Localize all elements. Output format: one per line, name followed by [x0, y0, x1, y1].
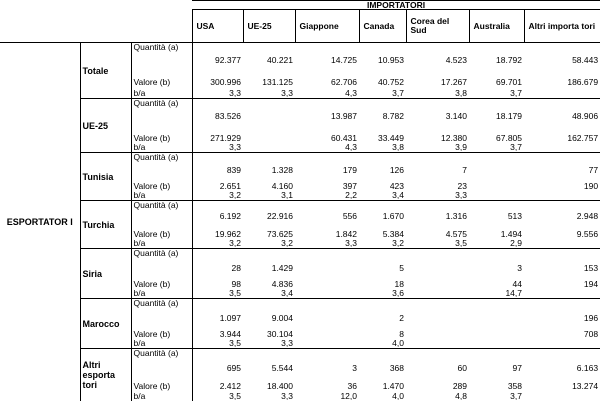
table-cell — [524, 239, 600, 249]
table-cell: 695 — [192, 349, 243, 373]
table-cell: 3,5 — [455, 238, 467, 248]
table-cell: 9.556 — [576, 228, 599, 239]
table-cell: 97 — [469, 349, 524, 373]
table-cell: 13.987 — [295, 99, 359, 121]
table-cell: 3,9 — [455, 142, 467, 152]
table-cell: 83.526 — [192, 99, 243, 121]
importers-header-row — [0, 1, 600, 10]
table-row — [0, 249, 600, 273]
table-cell — [295, 299, 359, 323]
table-row — [0, 349, 600, 373]
table-cell: 839 — [192, 153, 243, 175]
table-row — [0, 99, 600, 121]
table-cell — [524, 289, 600, 299]
table-cell: 1.316 — [406, 201, 469, 221]
table-cell: 30.104 — [267, 328, 293, 339]
table-cell — [524, 143, 600, 153]
table-cell: 3,3 — [229, 142, 241, 152]
table-cell: 3,1 — [281, 190, 293, 200]
table-cell: 8.782 — [359, 99, 406, 121]
table-cell: 1.670 — [359, 201, 406, 221]
table-cell: 194 — [583, 278, 599, 289]
table-cell: 22.916 — [243, 201, 295, 221]
table-cell: 300.996 — [210, 76, 241, 87]
table-cell: 368 — [359, 349, 406, 373]
measure-label: Valore (b) — [131, 373, 192, 391]
table-cell: 4.575 — [445, 228, 467, 239]
table-cell: 58.443 — [524, 43, 600, 65]
measure-label: Valore (b) — [131, 175, 192, 191]
importers-title: IMPORTATORI — [192, 1, 600, 10]
table-cell: 98 — [231, 278, 241, 289]
column-header: Australia — [469, 10, 524, 43]
table-cell: 48.906 — [524, 99, 600, 121]
table-cell: 28 — [192, 249, 243, 273]
table-cell: 77 — [524, 153, 600, 175]
table-cell: 3,2 — [229, 238, 241, 248]
table-cell: 3,2 — [392, 238, 404, 248]
table-cell: 2.412 — [219, 380, 241, 391]
column-header: USA — [192, 10, 243, 43]
table-cell — [469, 339, 524, 349]
exporter-name: Altri esporta tori — [80, 349, 131, 401]
table-cell: 5.544 — [243, 349, 295, 373]
table-cell: 3,5 — [229, 338, 241, 348]
table-row — [0, 201, 600, 221]
table-cell: 4,3 — [345, 88, 357, 98]
table-cell: 12.380 — [441, 132, 467, 143]
table-cell: 36 — [347, 380, 357, 391]
table-cell: 12,0 — [340, 390, 357, 401]
table-cell: 196 — [524, 299, 600, 323]
table-cell: 513 — [469, 201, 524, 221]
table-cell: 92.377 — [192, 43, 243, 65]
table-cell: 3,7 — [510, 142, 522, 152]
table-cell: 18.179 — [469, 99, 524, 121]
exporter-name: Marocco — [80, 299, 131, 349]
table-cell: 3,3 — [281, 338, 293, 348]
table-cell: 4,3 — [345, 142, 357, 152]
measure-label: b/a — [131, 191, 192, 201]
table-cell — [524, 191, 600, 201]
table-cell: 3.140 — [406, 99, 469, 121]
table-cell: 4,0 — [392, 338, 404, 348]
table-cell: 60.431 — [331, 132, 357, 143]
table-cell: 18 — [394, 278, 404, 289]
table-cell: 423 — [389, 180, 404, 191]
table-cell: 3,4 — [281, 288, 293, 298]
table-cell: 6.192 — [192, 201, 243, 221]
table-row — [0, 43, 600, 65]
table-cell: 6.163 — [524, 349, 600, 373]
table-cell: 1.328 — [243, 153, 295, 175]
table-cell: 708 — [583, 328, 599, 339]
table-cell: 14.725 — [295, 43, 359, 65]
table-cell: 271.929 — [210, 132, 241, 143]
table-cell — [243, 121, 295, 143]
table-cell: 4,8 — [455, 390, 467, 401]
table-cell: 131.125 — [262, 76, 293, 87]
measure-label: b/a — [131, 87, 192, 99]
table-cell: 2,9 — [510, 238, 522, 248]
table-cell — [469, 153, 524, 175]
table-cell: 5 — [359, 249, 406, 273]
table-cell — [295, 339, 359, 349]
table-cell: 1.429 — [243, 249, 295, 273]
table-row — [0, 299, 600, 323]
table-cell: 358 — [507, 380, 522, 391]
table-cell: 40.221 — [243, 43, 295, 65]
table-cell: 3,8 — [392, 142, 404, 152]
table-cell: 19.962 — [215, 228, 241, 239]
table-cell: 1.097 — [192, 299, 243, 323]
table-cell: 18.400 — [267, 380, 293, 391]
table-cell: 3,2 — [229, 190, 241, 200]
table-cell: 1.470 — [382, 380, 404, 391]
table-cell: 9.004 — [243, 299, 295, 323]
table-cell: 3,3 — [229, 88, 241, 98]
table-cell: 10.953 — [359, 43, 406, 65]
table-cell — [524, 339, 600, 349]
table-cell: 4,0 — [392, 390, 404, 401]
exporter-name: UE-25 — [80, 99, 131, 153]
table-cell: 3,7 — [392, 88, 404, 98]
table-row — [0, 153, 600, 175]
table-cell: 2.651 — [219, 180, 241, 191]
table-cell: 1.842 — [335, 228, 357, 239]
column-header: UE-25 — [243, 10, 295, 43]
table-cell: 60 — [406, 349, 469, 373]
table-cell: 3,3 — [281, 88, 293, 98]
table-cell: 126 — [359, 153, 406, 175]
table-cell: 14,7 — [505, 288, 522, 298]
measure-label: b/a — [131, 391, 192, 401]
table-cell: 69.701 — [496, 76, 522, 87]
column-header: Altri importa tori — [524, 10, 600, 43]
measure-label: Valore (b) — [131, 121, 192, 143]
measure-label: Valore (b) — [131, 273, 192, 289]
table-cell — [406, 249, 469, 273]
table-cell: 3.944 — [219, 328, 241, 339]
table-cell: 13.274 — [572, 380, 599, 391]
table-cell — [524, 391, 600, 401]
measure-label: Valore (b) — [131, 221, 192, 239]
measure-label: b/a — [131, 143, 192, 153]
table-cell — [295, 289, 359, 299]
table-cell — [469, 191, 524, 201]
table-cell — [295, 249, 359, 273]
table-cell: 3 — [469, 249, 524, 273]
table-cell: 3,7 — [510, 390, 522, 401]
table-cell — [243, 143, 295, 153]
table-cell: 3,2 — [281, 238, 293, 248]
exporters-title: ESPORTATOR I — [0, 43, 80, 401]
measure-label: Quantità (a) — [131, 249, 192, 273]
table-cell: 3,5 — [229, 288, 241, 298]
table-cell — [243, 99, 295, 121]
measure-label: Valore (b) — [131, 323, 192, 339]
exporter-name: Tunisia — [80, 153, 131, 201]
table-cell: 3 — [295, 349, 359, 373]
table-cell: 3,8 — [455, 88, 467, 98]
measure-label: Quantità (a) — [131, 153, 192, 175]
table-cell: 4.160 — [271, 180, 293, 191]
table-cell — [295, 273, 359, 289]
table-cell — [524, 87, 600, 99]
table-cell: 179 — [295, 153, 359, 175]
exporter-name: Turchia — [80, 201, 131, 249]
table-cell — [406, 289, 469, 299]
table-cell — [469, 299, 524, 323]
table-cell — [295, 323, 359, 339]
table-cell: 2.948 — [524, 201, 600, 221]
table-cell: 4.836 — [271, 278, 293, 289]
table-cell: 67.805 — [496, 132, 522, 143]
measure-label: Quantità (a) — [131, 201, 192, 221]
table-cell: 4.523 — [406, 43, 469, 65]
table-cell: 3,3 — [281, 390, 293, 401]
column-header: Corea del Sud — [406, 10, 469, 43]
table-cell: 17.267 — [441, 76, 467, 87]
table-cell — [469, 323, 524, 339]
table-cell — [406, 299, 469, 323]
table-cell: 2,2 — [345, 190, 357, 200]
measure-label: Quantità (a) — [131, 299, 192, 323]
table-cell: 186.679 — [567, 76, 599, 87]
measure-label: Valore (b) — [131, 65, 192, 87]
table-cell: 40.752 — [378, 76, 404, 87]
column-header: Giappone — [295, 10, 359, 43]
measure-label: Quantità (a) — [131, 43, 192, 65]
table-cell: 3,5 — [229, 390, 241, 401]
table-cell: 3,4 — [392, 190, 404, 200]
table-cell: 162.757 — [567, 132, 599, 143]
table-cell — [469, 175, 524, 191]
table-cell: 289 — [452, 380, 467, 391]
exporter-name: Totale — [80, 43, 131, 99]
measure-label: b/a — [131, 339, 192, 349]
measure-label: b/a — [131, 289, 192, 299]
exporter-name: Siria — [80, 249, 131, 299]
table-cell: 3,6 — [392, 288, 404, 298]
table-cell — [406, 273, 469, 289]
column-header: Canada — [359, 10, 406, 43]
table-cell: 556 — [295, 201, 359, 221]
table-cell: 7 — [406, 153, 469, 175]
table-cell: 18.792 — [469, 43, 524, 65]
table-cell: 397 — [342, 180, 357, 191]
measure-label: Quantità (a) — [131, 99, 192, 121]
table-cell: 33.449 — [378, 132, 404, 143]
table-cell: 73.625 — [267, 228, 293, 239]
measure-label: Quantità (a) — [131, 349, 192, 373]
column-header-row — [0, 10, 600, 43]
table-cell: 2 — [359, 299, 406, 323]
table-cell: 3,3 — [455, 190, 467, 200]
table-cell: 153 — [524, 249, 600, 273]
table-cell — [406, 339, 469, 349]
measure-label: b/a — [131, 239, 192, 249]
table-cell: 3,3 — [345, 238, 357, 248]
table-cell: 23 — [457, 180, 467, 191]
table-cell: 5.384 — [382, 228, 404, 239]
table-cell: 1.494 — [500, 228, 522, 239]
table-cell — [406, 323, 469, 339]
table-cell: 3,7 — [510, 88, 522, 98]
table-cell: 8 — [399, 328, 404, 339]
table-cell: 44 — [512, 278, 522, 289]
table-cell: 190 — [583, 180, 599, 191]
table-cell: 62.706 — [331, 76, 357, 87]
